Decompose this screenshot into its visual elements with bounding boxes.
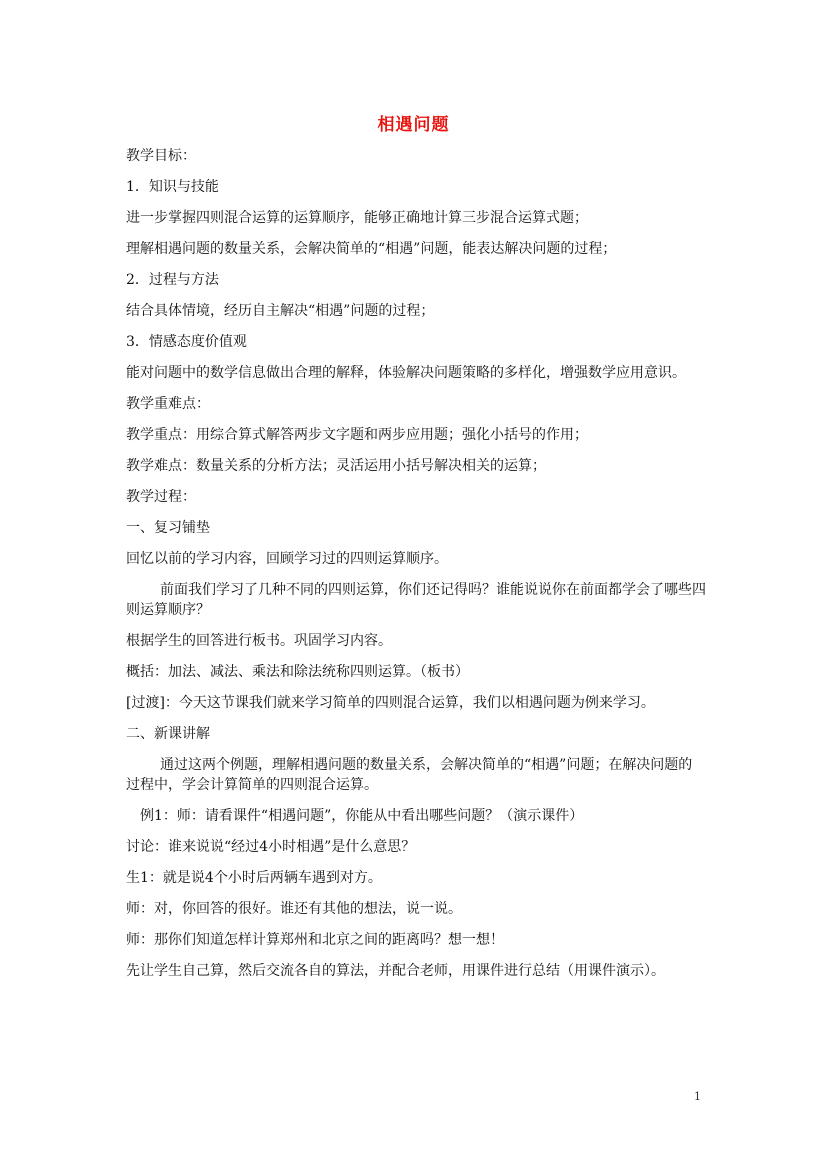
paragraph-difficult-point: 教学难点：数量关系的分析方法；灵活运用小括号解决相关的运算； xyxy=(126,458,546,474)
paragraph-teacher-question: 师：那你们知道怎样计算郑州和北京之间的距离吗？想一想！ xyxy=(126,932,504,948)
paragraph-example-1: 例1：师：请看课件“相遇问题”，你能从中看出哪些问题？（演示课件） xyxy=(140,808,584,824)
paragraph-objective-4: 能对问题中的数学信息做出合理的解释，体验解决问题策略的多样化，增强数学应用意识。 xyxy=(126,365,686,381)
page-number: 1 xyxy=(694,1090,701,1103)
paragraph-process-heading: 教学过程： xyxy=(126,489,196,505)
paragraph-key-points-heading: 教学重难点： xyxy=(126,396,210,412)
paragraph-knowledge-skills: 1．知识与技能 xyxy=(126,179,219,195)
paragraph-key-point: 教学重点：用综合算式解答两步文字题和两步应用题；强化小括号的作用； xyxy=(126,427,588,443)
document-body xyxy=(126,146,706,992)
paragraph-student-activity: 先让学生自己算，然后交流各自的算法，并配合老师，用课件进行总结（用课件演示）。 xyxy=(126,963,665,979)
paragraph-student-1: 生1：就是说4个小时后两辆车遇到对方。 xyxy=(126,870,382,886)
document-title: 相遇问题 xyxy=(377,115,450,135)
paragraph-section-review: 一、复习铺垫 xyxy=(126,520,210,536)
paragraph-review-intro: 回忆以前的学习内容，回顾学习过的四则运算顺序。 xyxy=(126,551,448,567)
paragraph-process-methods: 2．过程与方法 xyxy=(126,272,219,288)
paragraph-transition: [过渡]：今天这节课我们就来学习简单的四则混合运算，我们以相遇问题为例来学习。 xyxy=(126,695,655,711)
paragraph-attitude-values: 3．情感态度价值观 xyxy=(126,334,247,350)
paragraph-review-question: 前面我们学习了几种不同的四则运算，你们还记得吗？谁能说说你在前面都学会了哪些四则运算顺序？ xyxy=(126,582,706,618)
paragraph-objective-1: 进一步掌握四则混合运算的运算顺序，能够正确地计算三步混合运算式题； xyxy=(126,210,588,226)
paragraph-objective-3: 结合具体情境，经历自主解决“相遇”问题的过程； xyxy=(126,303,435,319)
paragraph-summary: 概括：加法、减法、乘法和除法统称四则运算。（板书） xyxy=(126,664,469,680)
paragraph-section-new-lesson: 二、新课讲解 xyxy=(126,726,210,742)
paragraph-discussion: 讨论：谁来说说“经过4小时相遇”是什么意思？ xyxy=(126,839,416,855)
paragraph-lesson-goal: 通过这两个例题，理解相遇问题的数量关系，会解决简单的“相遇”问题；在解决问题的过程中，学会计算简单的四则混合运算。 xyxy=(126,757,693,793)
paragraph-objectives-heading: 教学目标： xyxy=(126,148,196,164)
paragraph-objective-2: 理解相遇问题的数量关系，会解决简单的“相遇”问题，能表达解决问题的过程； xyxy=(126,241,617,257)
paragraph-teacher-response: 师：对，你回答的很好。谁还有其他的想法，说一说。 xyxy=(126,901,462,917)
paragraph-board-notes: 根据学生的回答进行板书。巩固学习内容。 xyxy=(126,633,392,649)
